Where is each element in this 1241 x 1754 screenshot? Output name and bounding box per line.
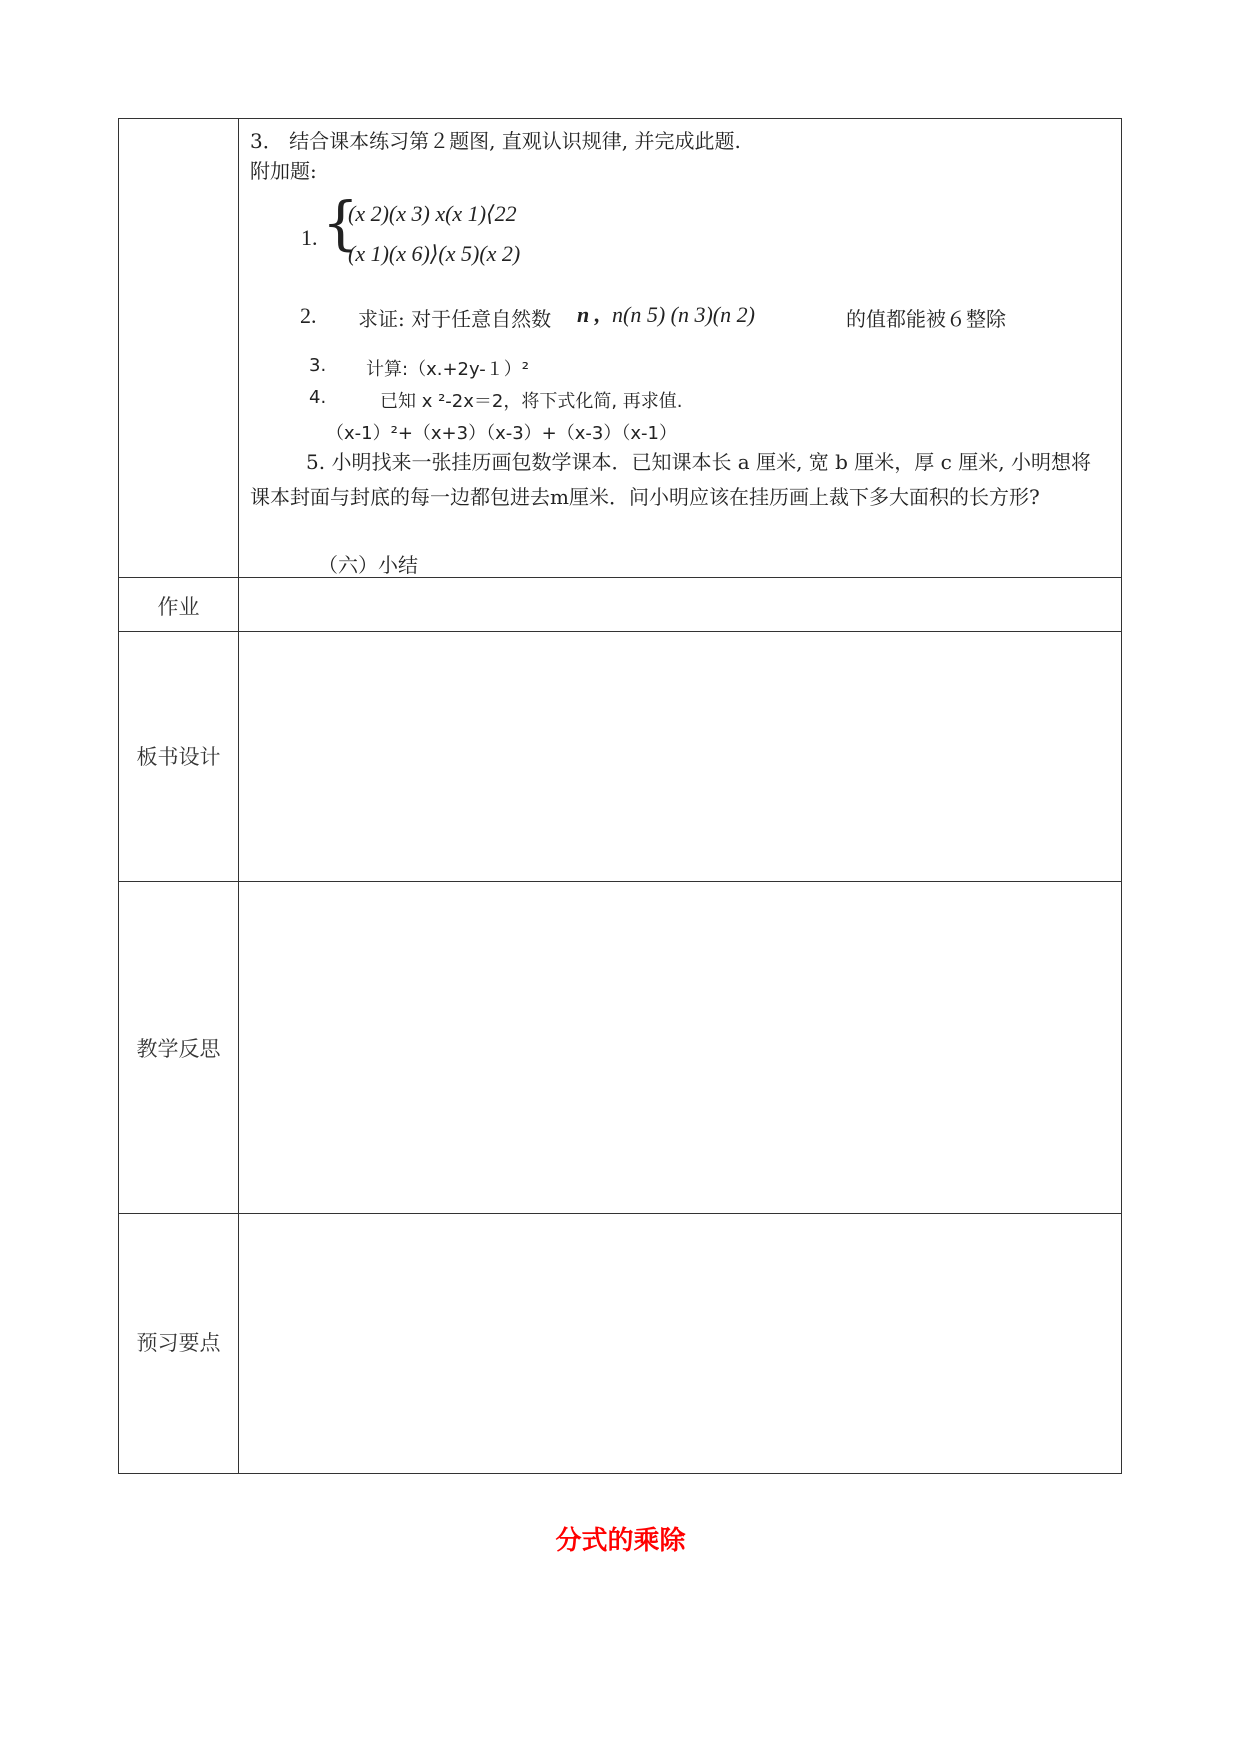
extra-problems-heading: 附加题:: [250, 159, 317, 183]
brace-icon: {: [322, 189, 359, 257]
exercise-1-equation-1: (x 2)(x 3) x(x 1)⟨22: [348, 201, 517, 226]
exercise-2-variable: n ,: [577, 302, 601, 327]
exercise-2-tail: 的值都能被６整除: [846, 307, 1006, 331]
column-divider: [238, 119, 239, 1473]
homework-label: 作业: [157, 595, 200, 619]
exercise-1-number: 1.: [301, 225, 318, 250]
row-divider: [119, 881, 1121, 882]
teaching-reflection-label: 教学反思: [136, 1037, 221, 1061]
item-3-text: 3． 结合课本练习第２题图, 直观认识规律, 并完成此题.: [250, 129, 741, 153]
lesson-plan-table: [118, 118, 1122, 1474]
exercise-4-number: 4.: [309, 387, 327, 408]
next-section-title: 分式的乘除: [555, 1526, 686, 1556]
row-divider: [119, 631, 1121, 632]
exercise-3-text: 计算:（x.+2y-１）²: [366, 359, 530, 380]
preview-points-label: 预习要点: [136, 1331, 221, 1355]
exercise-2-text: 求证: 对于任意自然数: [358, 307, 552, 331]
exercise-2-number: 2.: [300, 303, 317, 328]
summary-heading: （六）小结: [318, 553, 418, 577]
board-design-label: 板书设计: [136, 745, 221, 769]
row-divider: [119, 577, 1121, 578]
exercise-2-expression: n(n 5) (n 3)(n 2): [612, 302, 755, 327]
exercise-5-text: 5. 小明找来一张挂历画包数学课本．已知课本长 a 厘米, 宽 b 厘米，厚 c 厘米, 小明想将课本封面与封底的每一边都包进去m厘米．问小明应该在挂历画上裁下多大面积的长方形?: [250, 450, 1091, 509]
exercise-4-text: 已知 x ²-2x＝2，将下式化简, 再求值.: [380, 391, 683, 412]
exercise-1-equation-2: (x 1)(x 6)⟩(x 5)(x 2): [348, 241, 521, 266]
row-divider: [119, 1213, 1121, 1214]
exercise-4-expression: （x-1）²+（x+3）（x-3）+（x-3）（x-1）: [326, 423, 677, 444]
exercise-3-number: 3.: [309, 355, 327, 376]
